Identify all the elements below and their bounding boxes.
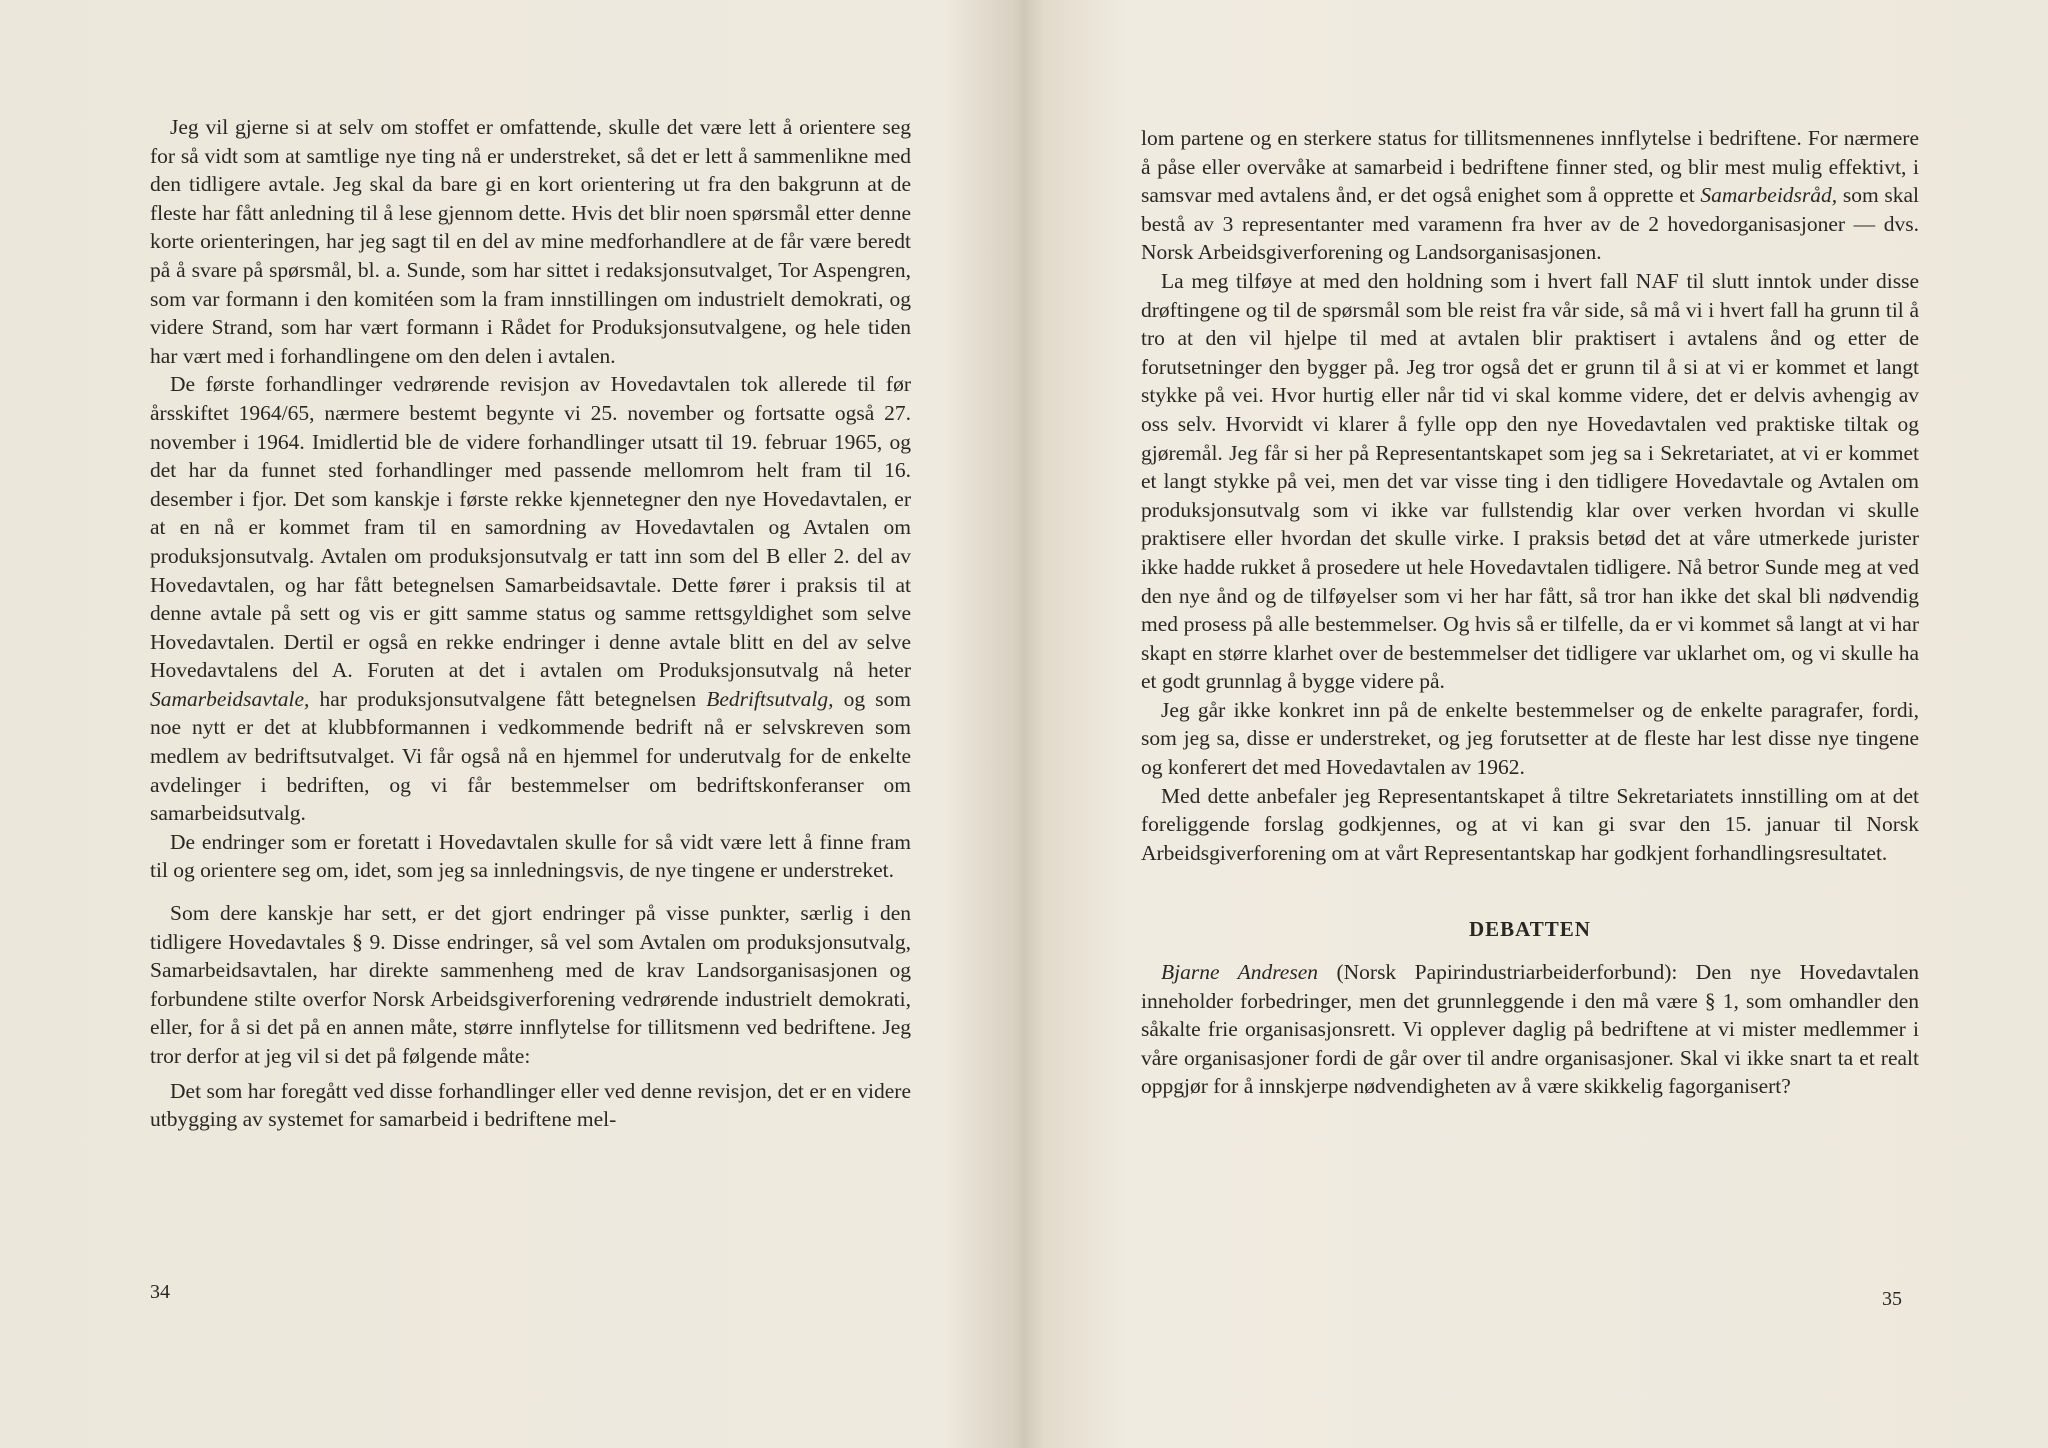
paragraph-1: Jeg vil gjerne si at selv om stoffet er omfattende, skulle det være lett å orientere seg for så vidt som at samtlige nye ting nå er understreket, så det er lett å sammenlikne med den tidligere avtale. Jeg skal da bare gi en kort orientering ut fra den bakgrunn at de fleste har fått anledning til å lese gjennom dette. Hvis det blir noen spørsmål etter denne korte orienteringen, har jeg sagt til en del av mine medforhandlere at de får være beredt på å svare på spørsmål, bl. a. Sunde, som har sittet i redaksjonsutvalget, Tor Aspengren, som var formann i den komitéen som la fram innstillingen om industrielt demokrati, og videre Strand, som har vært formann i Rådet for Produksjonsutvalgene, og hele tiden har vært med i forhandlingene om den delen i avtalen. — [150, 115, 911, 368]
paragraph-3: De endringer som er foretatt i Hovedavtalen skulle for så vidt være lett å finne fram til og orientere seg om, idet, som jeg sa innledningsvis, de nye tingene er understreket. — [150, 829, 911, 883]
paragraph-med-dette: Med dette anbefaler jeg Representantskapet å tiltre Sekretariatets innstilling om at det foreliggende forslag godkjennes, og at vi kan gi svar den 15. januar til Norsk Arbeidsgiverforening om at vårt Representantskap har godkjent forhandlingsresultatet. — [1141, 783, 1919, 865]
paragraph-5: Det som har foregått ved disse forhandlinger eller ved denne revisjon, det er en videre utbygging av systemet for samarbeid i bedriftene mel- — [150, 1078, 911, 1132]
page-number-right: 35 — [1882, 1288, 1902, 1310]
paragraph-2-end: og som noe nytt er det at klubbformannen i vedkommende bedrift nå er selvskreven som medlem av bedriftsutvalget. Vi får også nå en hjemmel for underutvalg for de enkelte avdelinger i bedriften, og vi får bestemmelser om bedriftskonferanser om samarbeidsutvalg. — [150, 686, 912, 826]
term-bedriftsutvalg: Bedriftsutvalg, — [706, 686, 834, 711]
paragraph-jeg-gaar: Jeg går ikke konkret inn på de enkelte bestemmelser og de enkelte paragrafer, fordi, som jeg sa, disse er understreket, og jeg forutsetter at de fleste har lest disse nye tingene og konferert det med Hovedavtalen av 1962. — [1141, 697, 1919, 780]
term-samarbeidsavtale: Samarbeidsavtale, — [150, 686, 310, 711]
paragraph-debate — [1141, 958, 1919, 1101]
paragraph-2-mid: har produksjonsutvalgene fått betegnelsen — [319, 686, 697, 711]
right-page-body — [1141, 124, 1919, 1101]
speaker-name: Bjarne Andresen — [1161, 960, 1318, 985]
left-page — [0, 0, 1014, 1448]
paragraph-continued — [1141, 124, 1919, 267]
left-page-body — [150, 113, 911, 1134]
speaker-statement: (Norsk Papirindustriarbeiderforbund): Den nye Hovedavtalen inneholder forbedringer, men det grunnleggende i den må være § 1, som omhandler den såkalte frie organisasjonsrett. Vi opplever daglig på bedriftene at vi mister medlemmer i våre organisasjoner fordi de går over til andre organisasjoner. Skal vi ikke snart ta et realt oppgjør for å innskjerpe nødvendigheten av å være skikkelig fagorganisert? — [1141, 960, 1919, 1099]
paragraph-4: Som dere kanskje har sett, er det gjort endringer på visse punkter, særlig i den tidligere Hovedavtales § 9. Disse endringer, så vel som Avtalen om produksjonsutvalg, Samarbeidsavtalen, har direkte sammenheng med de krav Landsorganisasjonen og forbundene stilte overfor Norsk Arbeidsgiverforening vedrørende industrielt demokrati, eller, for å si det på en annen måte, større innflytelse for tillitsmenn ved bedriftene. Jeg tror derfor at jeg vil si det på følgende måte: — [150, 901, 911, 1068]
paragraph-2-text: De første forhandlinger vedrørende revisjon av Hovedavtalen tok allerede til før årsskiftet 1964/65, nærmere bestemt begynte vi 25. november og fortsatte også 27. november i 1964. Imidlertid ble de videre forhandlinger utsatt til 19. februar 1965, og det har da funnet sted forhandlinger med passende mellomrom helt fram til 16. desember i fjor. Det som kanskje i første rekke kjennetegner den nye Hovedavtalen, er at en nå er kommet fram til en samordning av Hovedavtalen og Avtalen om produksjonsutvalg. Avtalen om produksjonsutvalg er tatt inn som del B eller 2. del av Hovedavtalen, og har fått betegnelsen Samarbeidsavtale. Dette fører i praksis til at denne avtale på sett og vis er gitt samme status og samme rettsgyldighet som selve Hovedavtalen. Dertil er også en rekke endringer i denne avtale blitt en del av selve Hovedavtalens del A. Foruten at det i avtalen om Produksjonsutvalg nå heter — [150, 372, 911, 683]
term-samarbeidsraad: Samarbeidsråd, — [1700, 183, 1838, 208]
paragraph-2 — [150, 370, 911, 828]
page-number-left: 34 — [150, 1281, 170, 1303]
paragraph-continued-text: lom partene og en sterkere status for tillitsmennenes innflytelse i bedriftene. For nærmere å påse eller overvåke at samarbeid i bedriftene finner sted, og blir mest mulig effektivt, i samsvar med avtalens ånd, er det også enighet som å opprette et — [1141, 126, 1919, 208]
paragraph-continued-end: som skal bestå av 3 representanter med varamenn fra hver av de 2 hovedorganisasjoner — dvs. Norsk Arbeidsgiverforening og Landsorganisasjonen. — [1141, 183, 1919, 265]
section-heading: DEBATTEN — [1469, 917, 1591, 942]
right-page — [1014, 0, 2048, 1448]
paragraph-la-meg: La meg tilføye at med den holdning som i hvert fall NAF til slutt inntok under disse drøftingene og til de spørsmål som ble reist fra vår side, så må vi i hvert fall ha grunn til å tro at den vil hjelpe til med at avtalen blir praktisert i avtalens ånd og etter de forutsetninger den bygger på. Jeg tror også det er grunn til å si at vi er kommet et langt stykke på vei. Hvor hurtig eller når tid vi skal komme videre, det er delvis avhengig av oss selv. Hvorvidt vi klarer å fylle opp den nye Hovedavtalen ved praktiske tiltak og gjøremål. Jeg får si her på Representantskapet som jeg sa i Sekretariatet, at vi er kommet et langt stykke på vei, men det var visse ting i den tidligere Hovedavtale og Avtalen om produksjonsutvalg som vi ikke var fullstendig klar over verken hvordan vi skulle praktisere eller hvordan det skulle virke. I praksis betød det at våre utmerkede jurister ikke hadde rukket å prosedere ut hele Hovedavtalen tidligere. Nå betror Sunde meg at ved den nye ånd og de tilføyelser som vi her har fått, så tror han ikke det skal bli nødvendig med prosess på alle bestemmelser. Og hvis så er tilfelle, da er vi kommet så langt at vi har skapt en større klarhet over de bestemmelser det tidligere var uklarhet om, og vi skulle ha et godt grunnlag å bygge videre på. — [1141, 268, 1919, 694]
